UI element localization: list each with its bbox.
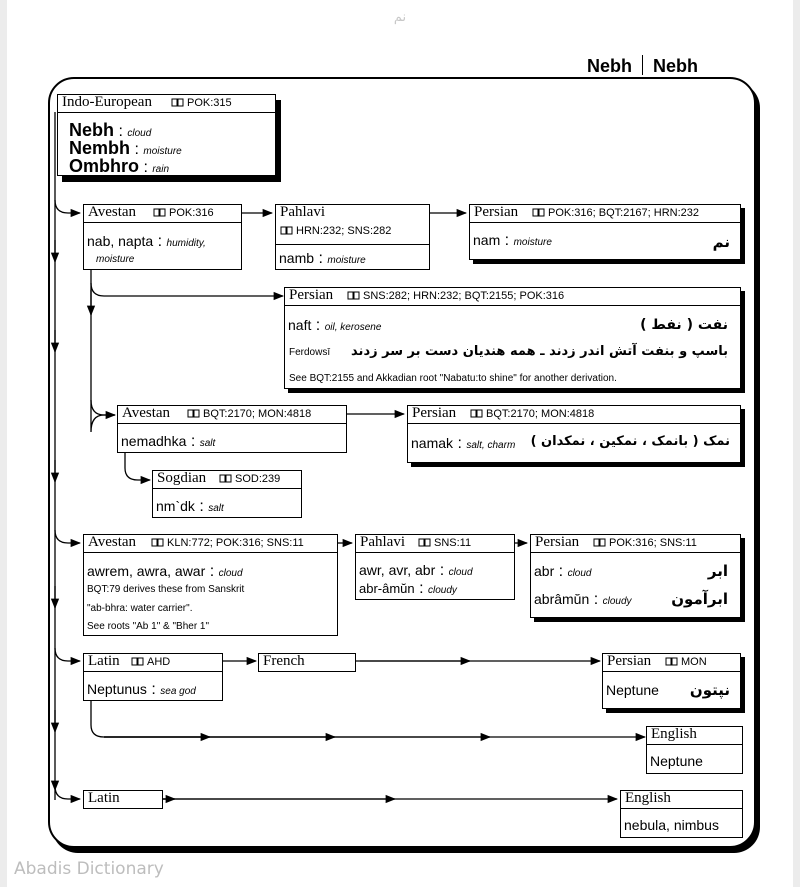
box-avestan-1: Avestan POK:316 nab, napta : humidity, moisture xyxy=(83,204,242,270)
lang-label: Latin xyxy=(88,790,120,806)
book-icon xyxy=(280,226,293,235)
box-latin-1: Latin AHD Neptunus : sea god xyxy=(83,653,223,701)
box-english-2 xyxy=(620,790,743,838)
reference-code: MON xyxy=(681,656,707,668)
book-icon xyxy=(171,98,184,107)
reference-code: POK:316; SNS:11 xyxy=(609,537,697,549)
lang-label: Pahlavi xyxy=(280,204,325,220)
book-icon xyxy=(187,409,200,418)
lang-label: Avestan xyxy=(88,534,137,550)
book-icon xyxy=(347,291,360,300)
gloss: moisture xyxy=(513,237,552,248)
word: Ombhro xyxy=(69,156,139,176)
reference xyxy=(151,537,304,549)
persian-verse: باسپ و بنفت آتش اندر زدند ـ همه هندیان دست بر سر زدند xyxy=(351,344,728,359)
box-english-1 xyxy=(646,726,743,774)
lang-label: Sogdian xyxy=(157,470,207,486)
word: Neptune xyxy=(650,753,703,769)
lang-label: Avestan xyxy=(122,405,171,421)
reference xyxy=(171,97,232,109)
lang-label: Persian xyxy=(474,204,519,220)
reference-code: AHD xyxy=(147,656,171,668)
gloss: salt, charm xyxy=(466,440,516,451)
branch-avestan3 xyxy=(55,530,80,543)
book-icon xyxy=(418,538,431,547)
book-icon xyxy=(470,409,483,418)
ie-word-2: Nembh : moisture xyxy=(69,138,182,158)
lang-label: French xyxy=(263,653,305,669)
box-indo-european xyxy=(57,94,276,176)
box-persian-3: Persian BQT:2170; MON:4818 namak : salt, charm نمک ( بانمک ، نمکین ، نمکدان ) xyxy=(407,405,741,463)
word: Neptunus xyxy=(87,681,147,697)
persian-script: نپتون xyxy=(689,681,730,699)
note-line: See roots "Ab 1" & "Bher 1" xyxy=(87,621,210,632)
reference-code: POK:316 xyxy=(169,207,214,219)
note-line: BQT:79 derives these from Sanskrit xyxy=(87,584,245,595)
persian-script: ابر xyxy=(707,562,728,580)
ie-word-3: Ombhro : rain xyxy=(69,156,170,176)
book-icon xyxy=(532,208,545,217)
word: awrem, awra, awar xyxy=(87,563,206,579)
box-persian-1: Persian POK:316; BQT:2167; HRN:232 nam : moisture نم xyxy=(469,204,741,260)
reference-code: SOD:239 xyxy=(235,473,281,485)
persian-script: ابرآمون xyxy=(671,590,728,608)
word: awr, avr, abr xyxy=(359,562,436,578)
persian-script: نم xyxy=(712,233,730,251)
word: nab, napta xyxy=(87,233,154,249)
gloss: salt xyxy=(208,503,224,514)
reference xyxy=(593,537,697,549)
reference-code: HRN:232; SNS:282 xyxy=(296,225,392,237)
reference xyxy=(532,207,699,219)
gloss: cloud xyxy=(448,567,473,578)
box-sogdian: Sogdian SOD:239 nm`dk : salt xyxy=(152,470,302,518)
word: naft xyxy=(288,317,312,333)
word: namak xyxy=(411,435,454,451)
reference xyxy=(347,290,564,302)
word: abr xyxy=(534,563,555,579)
gloss: cloud xyxy=(127,128,152,139)
book-icon xyxy=(219,474,232,483)
poet-name: Ferdowsī xyxy=(289,347,331,358)
branch-latin2 xyxy=(55,786,80,799)
box-avestan-3: Avestan KLN:772; POK:316; SNS:11 awrem, awra, awar : cloud BQT:79 derives these from Sanskrit "ab-bhra: water carrier". See roots "Ab 1" & "Bher 1" xyxy=(83,534,338,636)
reference xyxy=(187,408,311,420)
arrow-av2-sog xyxy=(125,452,150,480)
gloss: cloudy xyxy=(602,596,632,607)
box-persian-2: Persian SNS:282; HRN:232; BQT:2155; POK:316 naft : oil, kerosene نفت ( نفط ) Ferdowsī باسپ و بنفت آتش اندر زدند ـ همه هندیان دست بر سر زدند See BQT:2155 and Akkadian root "Nabatu:to shine" for another derivation. xyxy=(284,287,741,389)
lang-label: Latin xyxy=(88,653,120,669)
box-pahlavi-2: Pahlavi SNS:11 awr, avr, abr : cloud abr-âmŭn : cloudy xyxy=(355,534,515,600)
lang-label: Persian xyxy=(607,653,652,669)
reference xyxy=(280,225,391,237)
word: abrâmŭn xyxy=(534,591,590,607)
reference-code: BQT:2170; MON:4818 xyxy=(203,408,312,420)
lang-label: Pahlavi xyxy=(360,534,405,550)
lang-label: English xyxy=(651,726,697,742)
book-icon xyxy=(151,538,164,547)
word: nm`dk xyxy=(156,498,195,514)
word: nebula, nimbus xyxy=(624,817,719,833)
reference-code: BQT:2170; MON:4818 xyxy=(486,408,595,420)
reference-code: KLN:772; POK:316; SNS:11 xyxy=(167,537,304,549)
book-icon xyxy=(593,538,606,547)
gloss: sea god xyxy=(160,686,196,697)
word: namb xyxy=(279,250,315,266)
reference-code: POK:315 xyxy=(187,97,232,109)
gloss: oil, kerosene xyxy=(324,322,382,333)
box-avestan-2: Avestan BQT:2170; MON:4818 nemadhka : salt xyxy=(117,405,347,453)
box-persian-4: Persian POK:316; SNS:11 abr : cloud ابر abrâmŭn : cloudy ابرآمون xyxy=(530,534,741,618)
box-french xyxy=(258,653,356,672)
ie-word-1: Nebh : cloud xyxy=(69,120,152,140)
note-line: "ab-bhra: water carrier". xyxy=(87,603,193,614)
reference-code: SNS:11 xyxy=(434,537,472,549)
arrow-lat1-en1 xyxy=(91,700,645,737)
persian-script: نفت ( نفط ) xyxy=(640,317,728,333)
word: nam xyxy=(473,232,501,248)
etymology-note: See BQT:2155 and Akkadian root "Nabatu:to shine" for another derivation. xyxy=(289,373,617,384)
arrow-to-av2 xyxy=(91,400,115,415)
word: Neptune xyxy=(606,682,659,698)
reference xyxy=(131,656,170,668)
reference xyxy=(418,537,471,549)
book-icon xyxy=(665,657,678,666)
lang-label: Persian xyxy=(535,534,580,550)
lang-label: Persian xyxy=(289,287,334,303)
box-latin-2 xyxy=(83,790,163,809)
gloss: moisture xyxy=(96,254,135,265)
lang-label: English xyxy=(625,790,671,806)
lang-label: Avestan xyxy=(88,204,137,220)
heading-right-word: Nebh xyxy=(653,56,698,76)
book-icon xyxy=(153,208,166,217)
heading-left-word: Nebh xyxy=(587,56,632,76)
book-icon xyxy=(131,657,144,666)
reference xyxy=(219,473,280,485)
branch-avestan1 xyxy=(55,200,80,213)
arrow-to-per2 xyxy=(91,283,283,296)
box-persian-5 xyxy=(602,653,741,709)
gloss: cloud xyxy=(567,568,592,579)
word: nemadhka xyxy=(121,433,187,449)
gloss: salt xyxy=(199,438,216,449)
page-title: نم xyxy=(393,10,407,25)
word: abr-âmŭn xyxy=(359,581,415,596)
lang-label: Indo-European xyxy=(62,94,152,110)
gloss: cloudy xyxy=(427,585,457,596)
reference xyxy=(470,408,594,420)
branch-latin1 xyxy=(55,648,80,661)
box-pahlavi-1: Pahlavi HRN:232; SNS:282 namb : moisture xyxy=(275,204,430,270)
reference xyxy=(665,656,707,668)
footer-brand: Abadis Dictionary xyxy=(14,859,164,879)
reference-code: SNS:282; HRN:232; BQT:2155; POK:316 xyxy=(363,290,565,302)
gloss: cloud xyxy=(218,568,243,579)
reference xyxy=(153,207,214,219)
gloss: rain xyxy=(152,164,170,175)
gloss: humidity, xyxy=(166,238,206,249)
reference-code: POK:316; BQT:2167; HRN:232 xyxy=(548,207,700,219)
gloss: moisture xyxy=(143,146,182,157)
word: Nebh xyxy=(69,120,114,140)
word: Nembh xyxy=(69,138,131,158)
gloss: moisture xyxy=(327,255,366,266)
persian-script: نمک ( بانمک ، نمکین ، نمکدان ) xyxy=(530,434,730,449)
lang-label: Persian xyxy=(412,405,457,421)
